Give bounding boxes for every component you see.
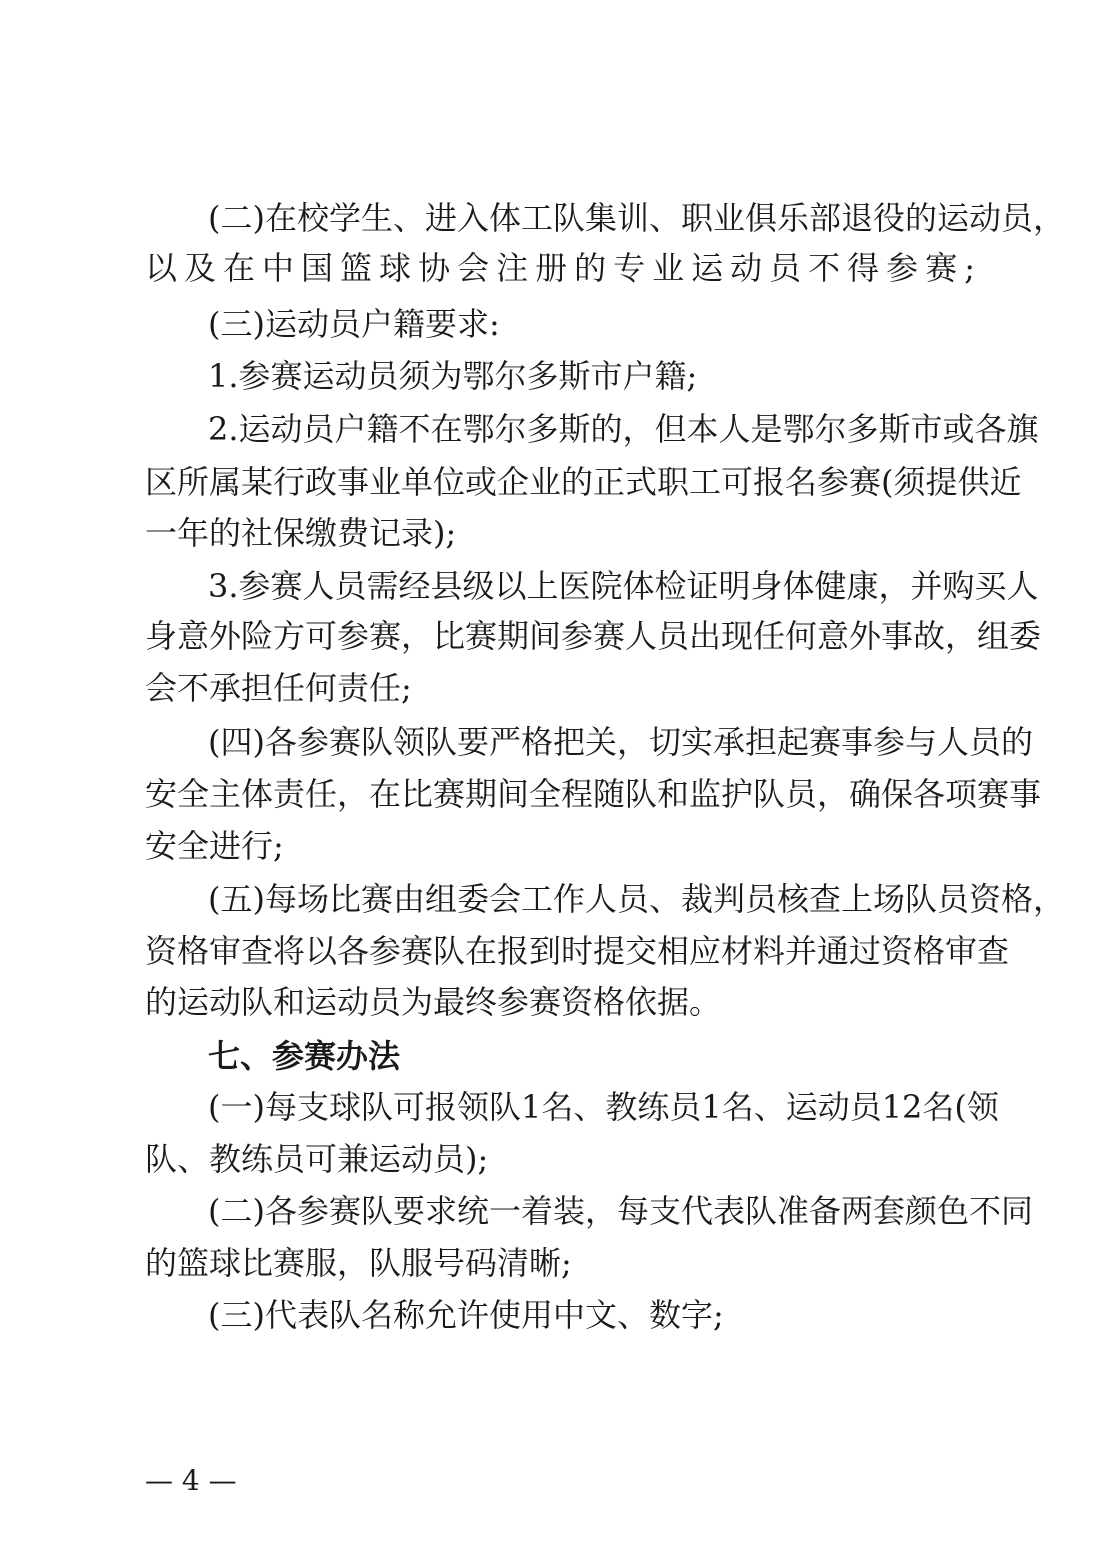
paragraph-line: 身意外险方可参赛，比赛期间参赛人员出现任何意外事故，组委 [145, 617, 1042, 655]
paragraph-line: 会不承担任何责任; [145, 669, 412, 707]
paragraph-line: (四)各参赛队领队要严格把关，切实承担起赛事参与人员的 [208, 723, 1033, 761]
paragraph-line: 的运动队和运动员为最终参赛资格依据。 [145, 983, 722, 1021]
paragraph-line: 安全主体责任，在比赛期间全程随队和监护队员，确保各项赛事 [145, 775, 1042, 813]
section-heading: 七、参赛办法 [208, 1037, 401, 1075]
paragraph-line: (三)运动员户籍要求: [208, 305, 500, 343]
paragraph-line: (三)代表队名称允许使用中文、数字; [208, 1296, 724, 1334]
paragraph-line: 区所属某行政事业单位或企业的正式职工可报名参赛(须提供近 [145, 463, 1022, 501]
paragraph-line: (二)在校学生、进入体工队集训、职业俱乐部退役的运动员， [208, 199, 1065, 237]
paragraph-line: (二)各参赛队要求统一着装，每支代表队准备两套颜色不同 [208, 1192, 1033, 1230]
page-number: — 4 — [145, 1464, 237, 1497]
paragraph-line: 一年的社保缴费记录); [145, 514, 457, 552]
paragraph-line: 以及在中国篮球协会注册的专业运动员不得参赛; [145, 249, 975, 287]
paragraph-line: 资格审查将以各参赛队在报到时提交相应材料并通过资格审查 [145, 932, 1010, 970]
paragraph-line: 安全进行; [145, 827, 284, 865]
paragraph-line: (一)每支球队可报领队1名、教练员1名、运动员12名(领 [208, 1088, 999, 1126]
paragraph-line: 的篮球比赛服，队服号码清晰; [145, 1244, 572, 1282]
paragraph-line: 2.运动员户籍不在鄂尔多斯的，但本人是鄂尔多斯市或各旗 [208, 410, 1039, 448]
paragraph-line: 3.参赛人员需经县级以上医院体检证明身体健康，并购买人 [208, 567, 1039, 605]
paragraph-line: (五)每场比赛由组委会工作人员、裁判员核查上场队员资格， [208, 880, 1065, 918]
paragraph-line: 1.参赛运动员须为鄂尔多斯市户籍; [208, 357, 698, 395]
paragraph-line: 队、教练员可兼运动员); [145, 1140, 489, 1178]
